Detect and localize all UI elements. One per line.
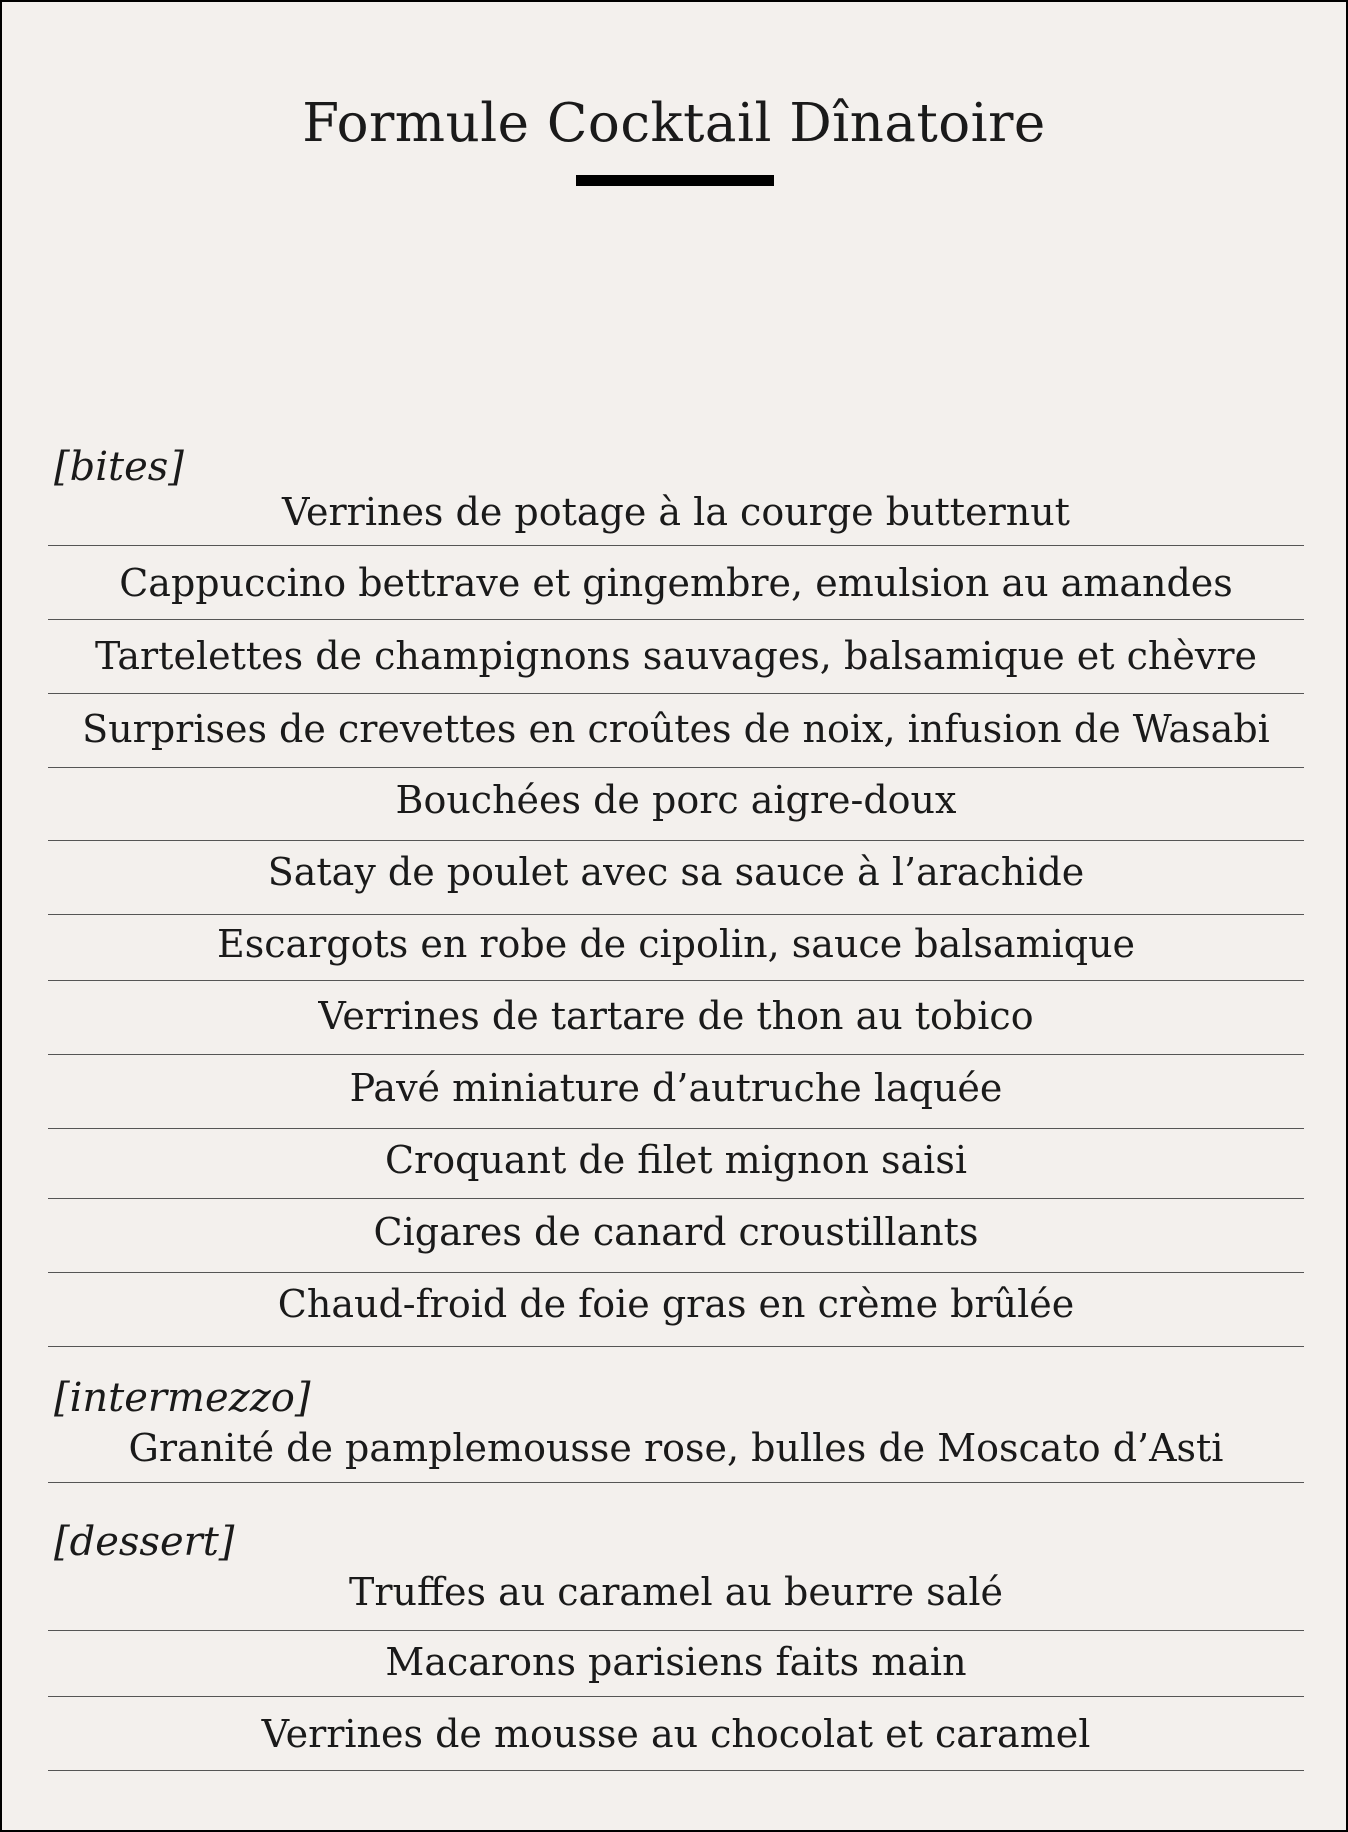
menu-item: Bouchées de porc aigre-doux — [395, 778, 957, 822]
item-divider — [48, 980, 1304, 981]
item-divider — [48, 767, 1304, 768]
menu-item: Tartelettes de champignons sauvages, balsamique et chèvre — [94, 634, 1258, 678]
menu-item: Verrines de tartare de thon au tobico — [318, 994, 1034, 1038]
item-divider — [48, 1272, 1304, 1273]
menu-item: Pavé miniature d’autruche laquée — [349, 1066, 1003, 1110]
item-divider — [48, 545, 1304, 546]
menu-item: Satay de poulet avec sa sauce à l’arachide — [267, 850, 1085, 894]
item-divider — [48, 1054, 1304, 1055]
item-divider — [48, 1482, 1304, 1483]
menu-title: Formule Cocktail Dînatoire — [302, 93, 1046, 154]
menu-item: Truffes au caramel au beurre salé — [349, 1570, 1003, 1614]
menu-item: Croquant de filet mignon saisi — [384, 1138, 967, 1182]
item-divider — [48, 840, 1304, 841]
item-divider — [48, 619, 1304, 620]
menu-item: Cappuccino bettrave et gingembre, emulsion au amandes — [119, 561, 1233, 605]
item-divider — [48, 914, 1304, 915]
section-label-bites: [bites] — [54, 444, 184, 490]
menu-item: Verrines de mousse au chocolat et caramel — [261, 1712, 1091, 1756]
menu-item: Chaud-froid de foie gras en crème brûlée — [277, 1282, 1075, 1326]
menu-item: Verrines de potage à la courge butternut — [282, 490, 1070, 534]
item-divider — [48, 1198, 1304, 1199]
item-divider — [48, 1346, 1304, 1347]
menu-item: Macarons parisiens faits main — [385, 1640, 967, 1684]
section-label-dessert: [dessert] — [54, 1519, 235, 1565]
item-divider — [48, 1630, 1304, 1631]
menu-item: Surprises de crevettes en croûtes de noix, infusion de Wasabi — [82, 707, 1270, 751]
section-label-intermezzo: [intermezzo] — [54, 1375, 311, 1421]
item-divider — [48, 693, 1304, 694]
item-divider — [48, 1696, 1304, 1697]
menu-item: Cigares de canard croustillants — [373, 1210, 979, 1254]
menu-item: Escargots en robe de cipolin, sauce balsamique — [216, 922, 1136, 966]
item-divider — [48, 1128, 1304, 1129]
title-underline — [576, 175, 774, 186]
item-divider — [48, 1770, 1304, 1771]
menu-item: Granité de pamplemousse rose, bulles de Moscato d’Asti — [128, 1426, 1224, 1470]
